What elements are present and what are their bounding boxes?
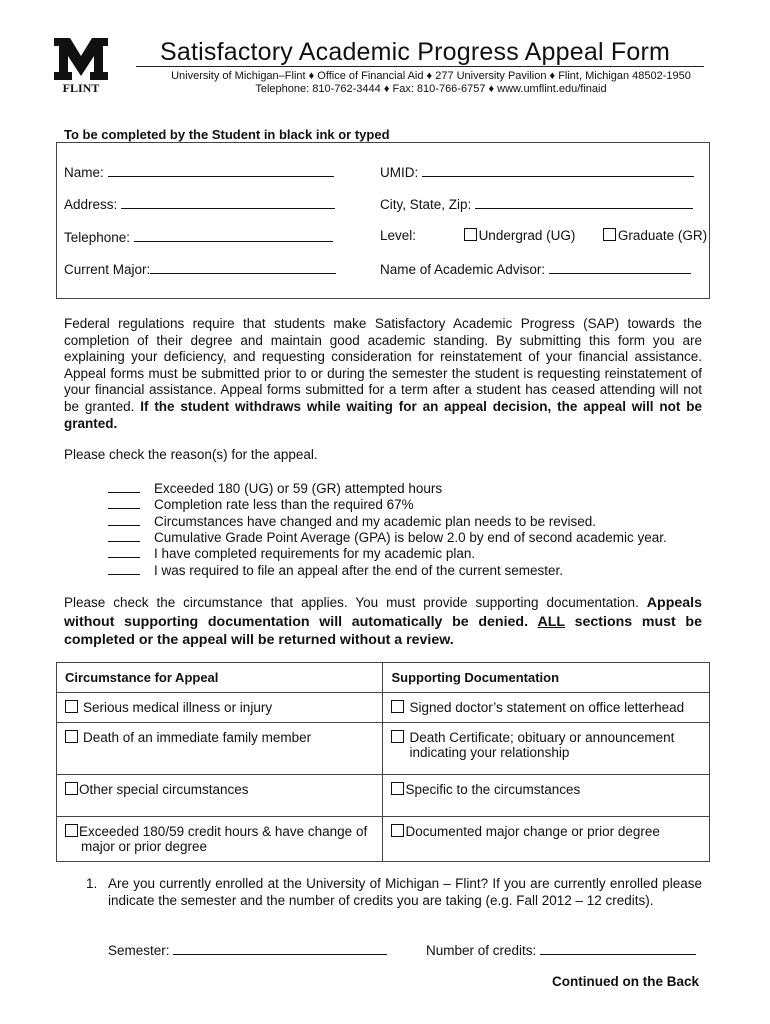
svg-text:FLINT: FLINT bbox=[62, 81, 100, 94]
city-field bbox=[380, 195, 693, 212]
intro-text: Federal regulations require that students make Satisfactory Academic Progress (SAP) towards the completion of their degree and maintain good academic standing. By submitting this form you are explaining your deficiency, and requesting consideration for reinstatement of your financial assistance. Appeal forms must be submitted prior to or during the semester the student is requesting reinstatement of your financial assistance. Appeal forms submitted for a term after a student has ceased attending will not be granted. bbox=[64, 316, 702, 414]
level-label: Level: bbox=[380, 228, 417, 243]
reason-blank[interactable] bbox=[108, 562, 140, 575]
undergrad-checkbox[interactable] bbox=[464, 228, 477, 241]
reason-blank[interactable] bbox=[108, 545, 140, 558]
intro-paragraph bbox=[64, 316, 702, 432]
documentation-checkbox[interactable] bbox=[391, 782, 404, 795]
question-text: Are you currently enrolled at the University of Michigan – Flint? If you are currently enrolled please indicate the semester and the number of credits you are taking (e.g. Fall 2012 – 12 credits). bbox=[108, 876, 702, 908]
circumstance-cell bbox=[57, 817, 383, 862]
circumstance-cell bbox=[57, 723, 383, 775]
documentation-cell bbox=[383, 693, 710, 723]
reason-label: Cumulative Grade Point Average (GPA) is below 2.0 by end of second academic year. bbox=[154, 530, 667, 545]
advisor-field bbox=[380, 260, 691, 277]
reason-label: I have completed requirements for my academic plan. bbox=[154, 546, 476, 561]
reason-item bbox=[108, 562, 563, 578]
credits-label: Number of credits: bbox=[426, 943, 537, 958]
student-instruction: To be completed by the Student in black ink or typed bbox=[64, 127, 390, 142]
semester-label: Semester: bbox=[108, 943, 170, 958]
column-header: Supporting Documentation bbox=[383, 663, 710, 693]
office-contact: Telephone: 810-762-3444 ♦ Fax: 810-766-6757 ♦ www.umflint.edu/finaid bbox=[255, 83, 607, 95]
reason-label: Completion rate less than the required 67% bbox=[154, 497, 414, 512]
circumstance-label: Exceeded 180/59 credit hours & have change of bbox=[79, 824, 368, 839]
circumstance-checkbox[interactable] bbox=[65, 730, 78, 743]
circumstance-cell bbox=[57, 693, 383, 723]
advisor-input[interactable] bbox=[549, 260, 691, 274]
continued-note: Continued on the Back bbox=[552, 974, 700, 989]
reason-blank[interactable] bbox=[108, 529, 140, 542]
reason-label: Circumstances have changed and my academic plan needs to be revised. bbox=[154, 514, 596, 529]
documentation-checkbox[interactable] bbox=[391, 730, 404, 743]
circumstance-label-line2: major or prior degree bbox=[81, 839, 208, 854]
graduate-checkbox[interactable] bbox=[603, 228, 616, 241]
documentation-checkbox[interactable] bbox=[391, 700, 404, 713]
circumstance-checkbox[interactable] bbox=[65, 782, 78, 795]
documentation-label: Documented major change or prior degree bbox=[405, 824, 660, 839]
credits-input[interactable] bbox=[540, 941, 696, 955]
name-label: Name: bbox=[64, 165, 104, 180]
table-row bbox=[57, 817, 710, 862]
table-row bbox=[57, 693, 710, 723]
semester-field bbox=[108, 941, 387, 958]
reason-item bbox=[108, 529, 667, 545]
reason-blank[interactable] bbox=[108, 496, 140, 509]
circumstance-checkbox[interactable] bbox=[65, 700, 78, 713]
reason-item bbox=[108, 480, 442, 496]
umid-input[interactable] bbox=[422, 163, 694, 177]
undergrad-label: Undergrad (UG) bbox=[478, 228, 576, 243]
student-info-box bbox=[56, 142, 710, 299]
telephone-field bbox=[64, 228, 333, 245]
telephone-input[interactable] bbox=[134, 228, 333, 242]
documentation-cell bbox=[383, 817, 710, 862]
circumstance-text: Please check the circumstance that applies. You must provide supporting documentation. bbox=[64, 595, 639, 610]
telephone-label: Telephone: bbox=[64, 230, 131, 245]
office-address: University of Michigan–Flint ♦ Office of Financial Aid ♦ 277 University Pavilion ♦ Flint, Michigan 48502-1950 bbox=[171, 70, 691, 82]
level-field bbox=[380, 228, 707, 243]
reason-label: Exceeded 180 (UG) or 59 (GR) attempted hours bbox=[154, 481, 443, 496]
question-number: 1. bbox=[86, 876, 98, 891]
documentation-cell bbox=[383, 775, 710, 817]
name-input[interactable] bbox=[108, 163, 334, 177]
major-label: Current Major: bbox=[64, 262, 151, 277]
reason-blank[interactable] bbox=[108, 513, 140, 526]
umid-field bbox=[380, 163, 694, 180]
reason-blank[interactable] bbox=[108, 480, 140, 493]
address-field bbox=[64, 195, 335, 212]
reason-label: I was required to file an appeal after the end of the current semester. bbox=[154, 563, 563, 578]
major-field bbox=[64, 260, 336, 277]
circumstance-label: Other special circumstances bbox=[79, 782, 249, 797]
table-row bbox=[57, 723, 710, 775]
city-label: City, State, Zip: bbox=[380, 197, 472, 212]
table-header-row bbox=[57, 663, 710, 693]
circumstance-label: Death of an immediate family member bbox=[83, 730, 312, 745]
reason-item bbox=[108, 513, 596, 529]
credits-field bbox=[426, 941, 696, 958]
city-input[interactable] bbox=[475, 195, 693, 209]
column-header: Circumstance for Appeal bbox=[57, 663, 383, 693]
all-emphasis: ALL bbox=[537, 613, 566, 630]
documentation-label: Death Certificate; obituary or announcement bbox=[409, 730, 675, 745]
page-title: Satisfactory Academic Progress Appeal Form bbox=[160, 38, 670, 66]
intro-bold-warning: If the student withdraws while waiting for an appeal decision, the appeal will not be granted. bbox=[64, 398, 702, 431]
question-1 bbox=[86, 876, 702, 909]
address-label: Address: bbox=[64, 197, 118, 212]
documentation-label: Specific to the circumstances bbox=[405, 782, 581, 797]
advisor-label: Name of Academic Advisor: bbox=[380, 262, 546, 277]
circumstance-instructions bbox=[64, 594, 702, 650]
reason-item bbox=[108, 545, 475, 561]
documentation-checkbox[interactable] bbox=[391, 824, 404, 837]
university-logo bbox=[52, 36, 110, 94]
circumstance-table bbox=[56, 662, 710, 862]
table-row bbox=[57, 775, 710, 817]
umid-label: UMID: bbox=[380, 165, 419, 180]
circumstance-cell bbox=[57, 775, 383, 817]
name-field bbox=[64, 163, 334, 180]
circumstance-checkbox[interactable] bbox=[65, 824, 78, 837]
reason-item bbox=[108, 496, 414, 512]
semester-input[interactable] bbox=[173, 941, 387, 955]
circumstance-warning: Appeals without supporting documentation will automatically be denied. bbox=[64, 595, 702, 630]
circumstance-warning-2: sections must be completed or the appeal will be returned without a review. bbox=[64, 613, 702, 648]
documentation-label-line2: indicating your relationship bbox=[409, 745, 570, 760]
graduate-label: Graduate (GR) bbox=[617, 228, 708, 243]
documentation-label: Signed doctor’s statement on office letterhead bbox=[409, 700, 685, 715]
circumstance-label: Serious medical illness or injury bbox=[83, 700, 273, 715]
address-input[interactable] bbox=[121, 195, 335, 209]
documentation-cell bbox=[383, 723, 710, 775]
major-input[interactable] bbox=[150, 260, 336, 274]
reasons-title: Please check the reason(s) for the appeal. bbox=[64, 447, 318, 462]
header-divider bbox=[136, 66, 704, 67]
